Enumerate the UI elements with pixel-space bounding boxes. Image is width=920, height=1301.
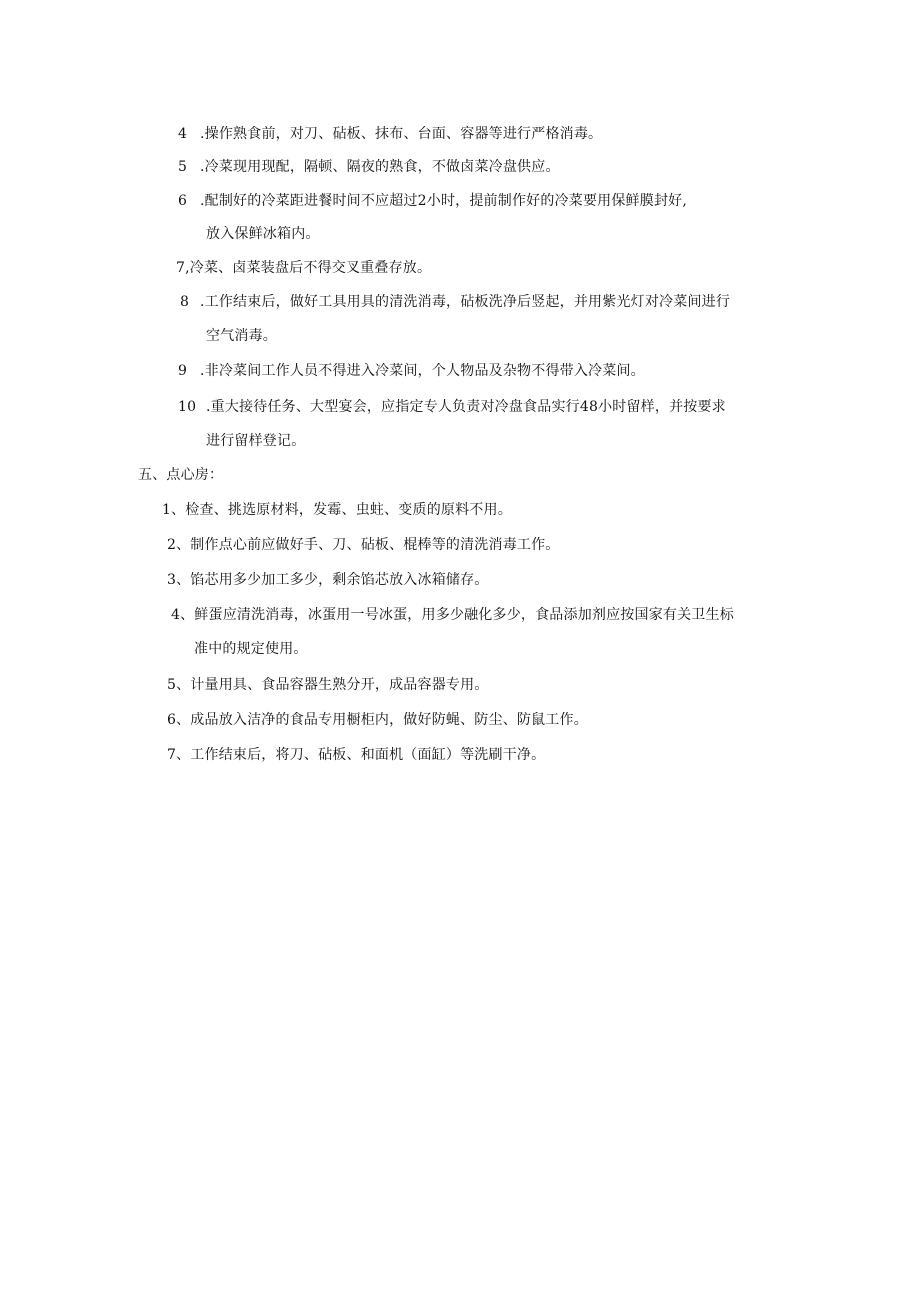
section-heading: 五、点心房： — [138, 467, 224, 483]
item-number: 7 — [167, 747, 177, 763]
list-item-continuation: 放入保鲜冰箱内。 — [206, 226, 320, 242]
item-number: 8 — [180, 294, 190, 310]
item-number: 2 — [167, 537, 177, 553]
list-item-continuation: 空气消毒。 — [206, 328, 277, 344]
list-item — [178, 191, 687, 211]
list-item — [178, 361, 645, 381]
item-number: 6 — [167, 712, 177, 728]
item-text: 、馅芯用多少加工多少，剩余馅芯放入冰箱储存。 — [176, 572, 489, 588]
list-item — [167, 675, 489, 695]
item-text: 、鲜蛋应清洗消毒，冰蛋用一号冰蛋，用多少融化多少，食品添加剂应按国家有关卫生标 — [180, 607, 734, 623]
list-item — [171, 605, 734, 625]
item-number: 10 — [178, 399, 197, 415]
item-number: 9 — [178, 363, 188, 379]
list-item-continuation: 准中的规定使用。 — [194, 641, 308, 657]
item-text: 冷菜、卤菜装盘后不得交叉重叠存放。 — [189, 260, 432, 276]
item-text: 、工作结束后，将刀、砧板、和面机（面缸）等洗刷干净。 — [176, 747, 546, 763]
item-number: 4 — [178, 126, 188, 142]
list-item — [167, 535, 560, 555]
item-text: .操作熟食前，对刀、砧板、抹布、台面、容器等进行严格消毒。 — [200, 126, 603, 142]
list-item — [167, 570, 489, 590]
item-text: 、成品放入洁净的食品专用橱柜内，做好防蝇、防尘、防鼠工作。 — [176, 712, 588, 728]
item-text: .重大接待任务、大型宴会，应指定专人负责对冷盘食品实行48小时留样，并按要求 — [206, 399, 726, 415]
list-item — [167, 710, 588, 730]
item-text: 、制作点心前应做好手、刀、砧板、棍棒等的清洗消毒工作。 — [176, 537, 560, 553]
item-number: 1 — [162, 502, 172, 518]
item-text: 、计量用具、食品容器生熟分开，成品容器专用。 — [176, 677, 489, 693]
list-item — [178, 157, 560, 177]
item-number: 3 — [167, 572, 177, 588]
list-item — [178, 397, 726, 417]
item-number: 7, — [176, 260, 190, 276]
list-item — [162, 500, 512, 520]
item-text: .工作结束后，做好工具用具的清洗消毒，砧板洗净后竖起，并用紫光灯对冷菜间进行 — [200, 294, 731, 310]
item-number: 6 — [178, 193, 188, 209]
item-number: 5 — [167, 677, 177, 693]
list-item — [180, 292, 730, 312]
item-text: .冷菜现用现配，隔顿、隔夜的熟食，不做卤菜冷盘供应。 — [200, 159, 560, 175]
list-item — [176, 258, 431, 278]
list-item-continuation: 进行留样登记。 — [206, 433, 306, 449]
item-text: .非冷菜间工作人员不得进入冷菜间，个人物品及杂物不得带入冷菜间。 — [200, 363, 645, 379]
list-item — [167, 745, 545, 765]
item-text: .配制好的冷菜距进餐时间不应超过2小时，提前制作好的冷菜要用保鲜膜封好, — [200, 193, 688, 209]
list-item — [178, 124, 602, 144]
item-number: 4 — [171, 607, 181, 623]
item-text: 、检查、挑选原材料，发霉、虫蛀、变质的原料不用。 — [171, 502, 512, 518]
item-number: 5 — [178, 159, 188, 175]
